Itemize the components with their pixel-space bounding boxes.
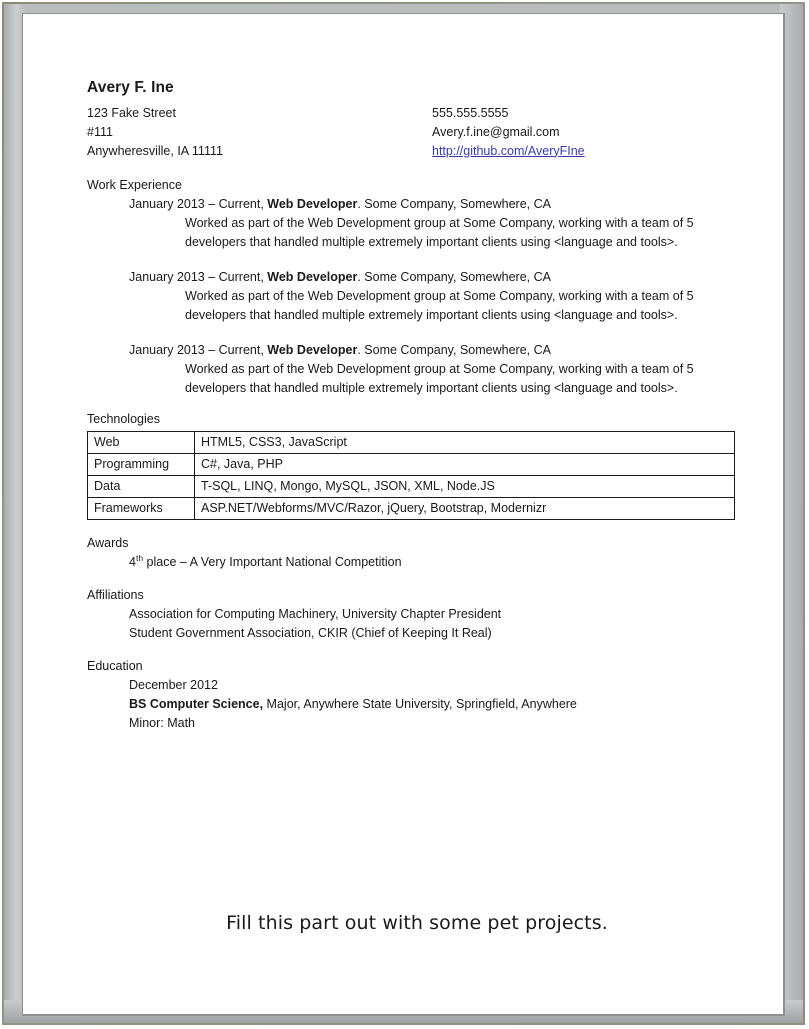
table-row <box>88 475 735 497</box>
affiliation-entry: Student Government Association, CKIR (Chief of Keeping It Real) <box>129 625 492 640</box>
award-description: place – A Very Important National Competition <box>143 554 402 569</box>
job-headline <box>129 195 747 214</box>
contact-block <box>432 104 585 161</box>
job-headline <box>129 268 747 287</box>
job-dates: January 2013 – Current, <box>129 269 268 284</box>
tech-category: Data <box>88 475 195 497</box>
section-title-awards: Awards <box>87 535 129 550</box>
tech-items: T-SQL, LINQ, Mongo, MySQL, JSON, XML, Node.JS <box>195 475 735 497</box>
email-address: Avery.f.ine@gmail.com <box>432 124 560 139</box>
job-dates: January 2013 – Current, <box>129 196 268 211</box>
work-experience-list <box>129 195 747 398</box>
job-role: Web Developer <box>267 196 358 211</box>
github-link[interactable]: http://github.com/AveryFIne <box>432 143 585 158</box>
resume-page <box>23 14 783 1014</box>
table-row <box>88 431 735 453</box>
section-awards <box>87 534 747 572</box>
pet-projects-note: Fill this part out with some pet projects. <box>226 912 608 934</box>
resume-content <box>87 76 747 934</box>
job-description: Worked as part of the Web Development group at Some Company, working with a team of 5 developers that handled multiple extremely important clients using <language and tools>. <box>185 288 694 322</box>
technologies-table <box>87 431 735 520</box>
tech-items: HTML5, CSS3, JavaScript <box>195 431 735 453</box>
section-title-technologies: Technologies <box>87 411 160 426</box>
affiliation-entry: Association for Computing Machinery, University Chapter President <box>129 606 502 621</box>
address-line-1: 123 Fake Street <box>87 105 176 120</box>
address-line-2: #111 <box>87 124 113 139</box>
job-entry <box>129 195 747 252</box>
job-entry <box>129 341 747 398</box>
section-work-experience <box>87 176 747 398</box>
education-degree: BS Computer Science, <box>129 696 264 711</box>
education-degree-detail: Major, Anywhere State University, Springfield, Anywhere <box>263 696 577 711</box>
phone-number: 555.555.5555 <box>432 105 509 120</box>
job-entry <box>129 268 747 325</box>
tech-category: Web <box>88 431 195 453</box>
section-education <box>87 657 747 733</box>
tech-items: C#, Java, PHP <box>195 453 735 475</box>
contact-header <box>87 104 747 162</box>
education-minor: Minor: Math <box>129 715 195 730</box>
education-degree-line <box>129 695 747 714</box>
job-description: Worked as part of the Web Development group at Some Company, working with a team of 5 developers that handled multiple extremely important clients using <language and tools>. <box>185 361 694 395</box>
address-block <box>87 104 223 161</box>
address-line-3: Anywheresville, IA 11111 <box>87 143 223 158</box>
section-affiliations <box>87 586 747 643</box>
section-title-affiliations: Affiliations <box>87 587 144 602</box>
section-technologies <box>87 410 747 520</box>
table-row <box>88 497 735 519</box>
job-headline <box>129 341 747 360</box>
job-company: . Some Company, Somewhere, CA <box>357 196 551 211</box>
tech-items: ASP.NET/Webforms/MVC/Razor, jQuery, Bootstrap, Modernizr <box>195 497 735 519</box>
education-date: December 2012 <box>129 677 218 692</box>
job-company: . Some Company, Somewhere, CA <box>357 269 551 284</box>
award-entry <box>129 553 747 572</box>
job-role: Web Developer <box>267 342 358 357</box>
job-role: Web Developer <box>267 269 358 284</box>
candidate-name: Avery F. Ine <box>87 79 174 96</box>
education-list <box>129 676 747 733</box>
award-rank-number: 4 <box>129 554 136 569</box>
award-rank-suffix: th <box>135 552 144 563</box>
tech-category: Frameworks <box>88 497 195 519</box>
job-dates: January 2013 – Current, <box>129 342 268 357</box>
affiliations-list <box>129 605 747 643</box>
table-row <box>88 453 735 475</box>
tech-category: Programming <box>88 453 195 475</box>
section-title-work-experience: Work Experience <box>87 177 182 192</box>
job-company: . Some Company, Somewhere, CA <box>357 342 551 357</box>
job-description: Worked as part of the Web Development group at Some Company, working with a team of 5 developers that handled multiple extremely important clients using <language and tools>. <box>185 215 694 249</box>
website-link-wrapper <box>432 142 585 161</box>
section-title-education: Education <box>87 658 143 673</box>
